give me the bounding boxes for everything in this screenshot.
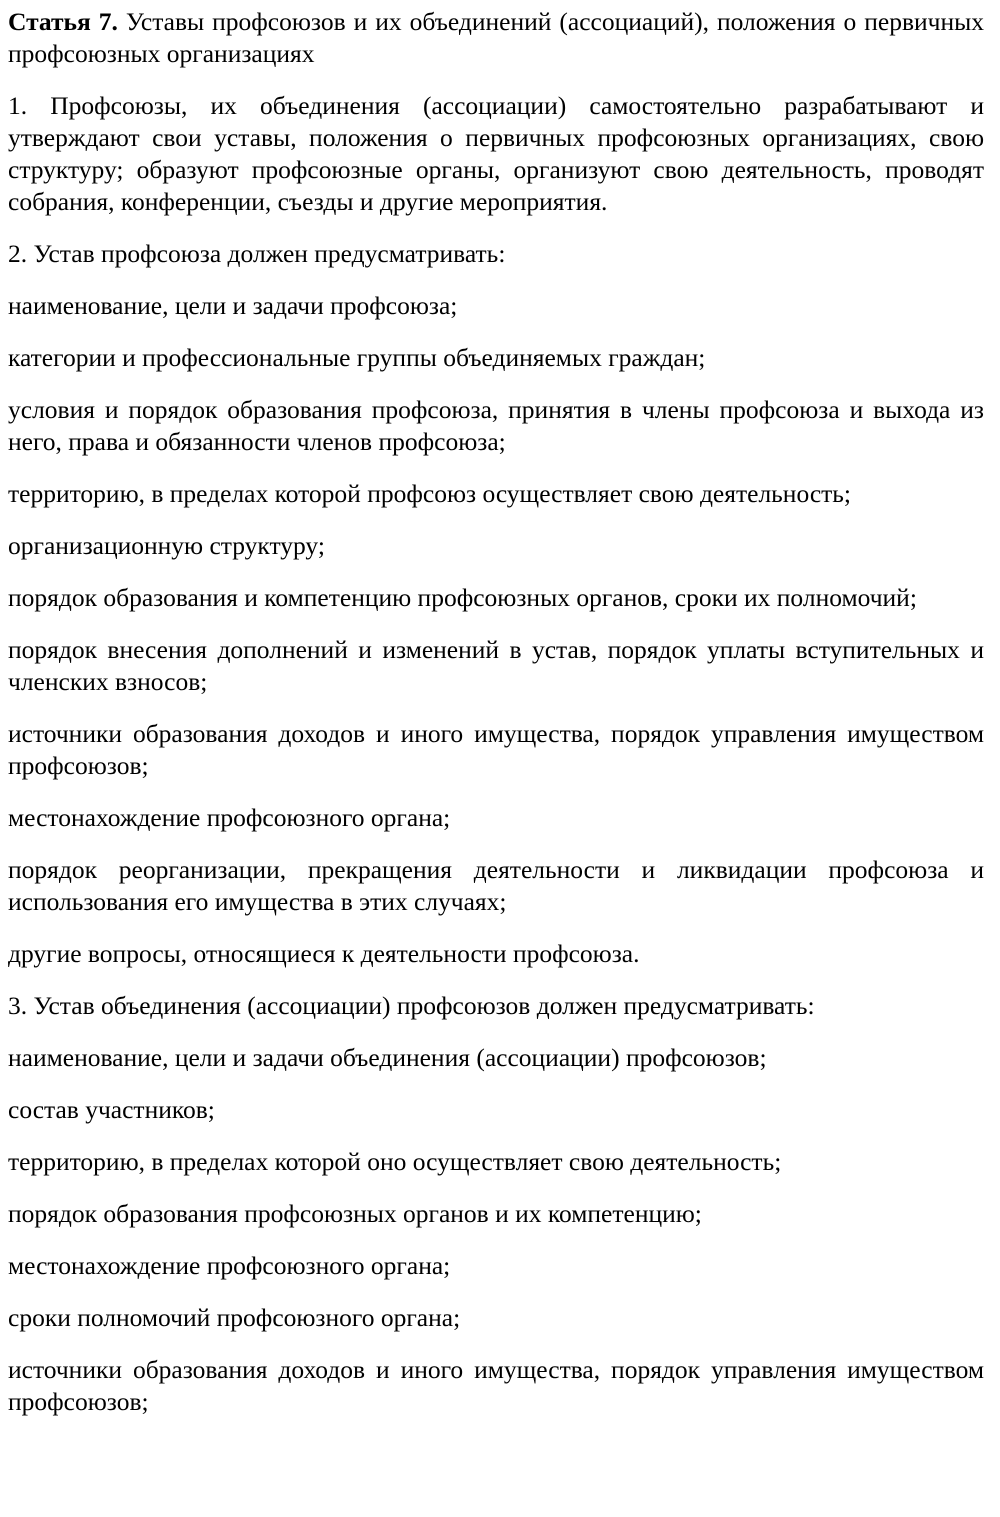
paragraph-1: 1. Профсоюзы, их объединения (ассоциации) самостоятельно разрабатывают и утверждают свои уставы, положения о первичных профсоюзных организациях, свою структуру; образуют профсоюзные органы, организуют свою деятельность, проводят собрания, конференции, съезды и другие мероприятия.: [8, 91, 984, 216]
paragraph-3-intro: 3. Устав объединения (ассоциации) профсоюзов должен предусматривать:: [8, 991, 815, 1020]
paragraph-2-items: [8, 290, 984, 970]
article-label: Статья 7.: [8, 7, 118, 36]
list-item: территорию, в пределах которой профсоюз осуществляет свою деятельность;: [8, 479, 852, 508]
list-item: порядок внесения дополнений и изменений в устав, порядок уплаты вступительных и членских взносов;: [8, 635, 984, 696]
paragraph-2-intro: 2. Устав профсоюза должен предусматривать:: [8, 239, 506, 268]
list-item: порядок образования профсоюзных органов и их компетенцию;: [8, 1199, 702, 1228]
article-title: Уставы профсоюзов и их объединений (ассоциаций), положения о первичных профсоюзных организациях: [8, 7, 984, 68]
list-item: сроки полномочий профсоюзного органа;: [8, 1303, 461, 1332]
list-item: местонахождение профсоюзного органа;: [8, 803, 451, 832]
document-page: [8, 6, 984, 1418]
list-item: территорию, в пределах которой оно осуществляет свою деятельность;: [8, 1147, 782, 1176]
list-item: порядок реорганизации, прекращения деятельности и ликвидации профсоюза и использования его имущества в этих случаях;: [8, 855, 984, 916]
list-item: организационную структуру;: [8, 531, 325, 560]
paragraph-3-items: [8, 1042, 984, 1418]
list-item: другие вопросы, относящиеся к деятельности профсоюза.: [8, 939, 640, 968]
list-item: порядок образования и компетенцию профсоюзных органов, сроки их полномочий;: [8, 583, 917, 612]
list-item: местонахождение профсоюзного органа;: [8, 1251, 451, 1280]
list-item: наименование, цели и задачи профсоюза;: [8, 291, 458, 320]
list-item: источники образования доходов и иного имущества, порядок управления имуществом профсоюзов;: [8, 1355, 984, 1416]
list-item: источники образования доходов и иного имущества, порядок управления имуществом профсоюзов;: [8, 719, 984, 780]
list-item: категории и профессиональные группы объединяемых граждан;: [8, 343, 706, 372]
list-item: условия и порядок образования профсоюза, принятия в члены профсоюза и выхода из него, права и обязанности членов профсоюза;: [8, 395, 984, 456]
list-item: наименование, цели и задачи объединения (ассоциации) профсоюзов;: [8, 1043, 767, 1072]
list-item: состав участников;: [8, 1095, 215, 1124]
article-heading: [8, 6, 984, 70]
